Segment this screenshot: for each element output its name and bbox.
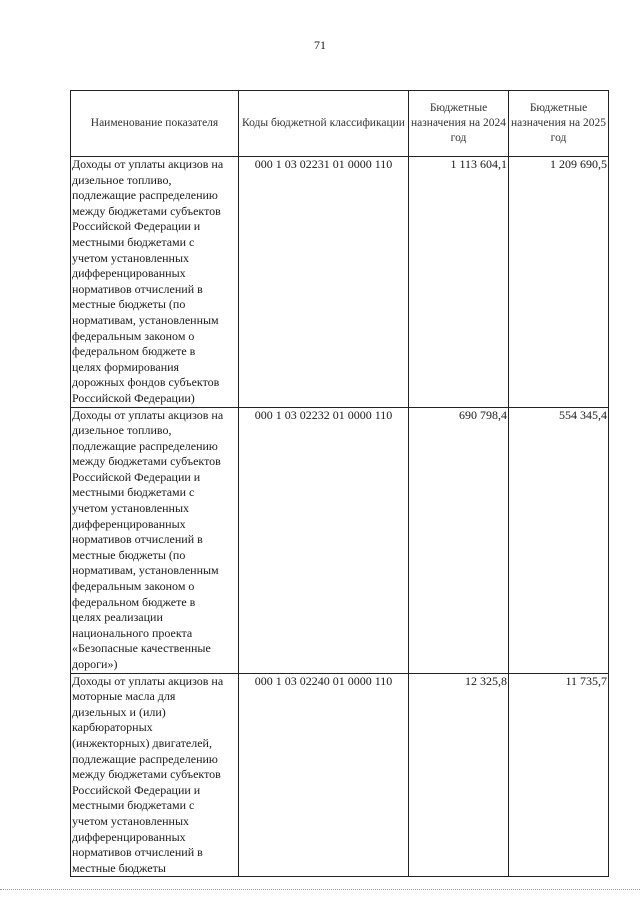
row-name: Доходы от уплаты акцизов на моторные масла для дизельных и (или) карбюраторных (инжекторных) двигателей, подлежащие распределению между бюджетами субъектов Российской Федерации и местными бюджетами с учетом установленных дифференцированных нормативов отчислений в местные бюджеты [71,673,239,877]
header-codes: Коды бюджетной классификации [239,91,409,157]
row-value-2025: 11 735,7 [509,673,609,877]
header-name: Наименование показателя [71,91,239,157]
row-value-2024: 12 325,8 [409,673,509,877]
header-2025: Бюджетные назначения на 2025 год [509,91,609,157]
table-row [71,673,609,877]
row-value-2024: 1 113 604,1 [409,157,509,408]
row-name: Доходы от уплаты акцизов на дизельное топливо, подлежащие распределению между бюджетами субъектов Российской Федерации и местными бюджетами с учетом установленных дифференцированных нормативов отчислений в местные бюджеты (по нормативам, установленным федеральным законом о федеральном бюджете в целях формирования дорожных фондов субъектов Российской Федерации) [71,157,239,408]
table-header-row [71,91,609,157]
table-row [71,157,609,408]
row-code: 000 1 03 02232 01 0000 110 [239,407,409,673]
row-value-2024: 690 798,4 [409,407,509,673]
row-name: Доходы от уплаты акцизов на дизельное топливо, подлежащие распределению между бюджетами субъектов Российской Федерации и местными бюджетами с учетом установленных дифференцированных нормативов отчислений в местные бюджеты (по нормативам, установленным федеральным законом о федеральном бюджете в целях реализации национального проекта «Безопасные качественные дороги») [71,407,239,673]
row-value-2025: 554 345,4 [509,407,609,673]
page-number: 71 [314,38,326,52]
row-value-2025: 1 209 690,5 [509,157,609,408]
row-code: 000 1 03 02231 01 0000 110 [239,157,409,408]
header-2024: Бюджетные назначения на 2024 год [409,91,509,157]
row-code: 000 1 03 02240 01 0000 110 [239,673,409,877]
page-bottom-divider [0,889,640,890]
table-row [71,407,609,673]
budget-table [70,90,609,877]
